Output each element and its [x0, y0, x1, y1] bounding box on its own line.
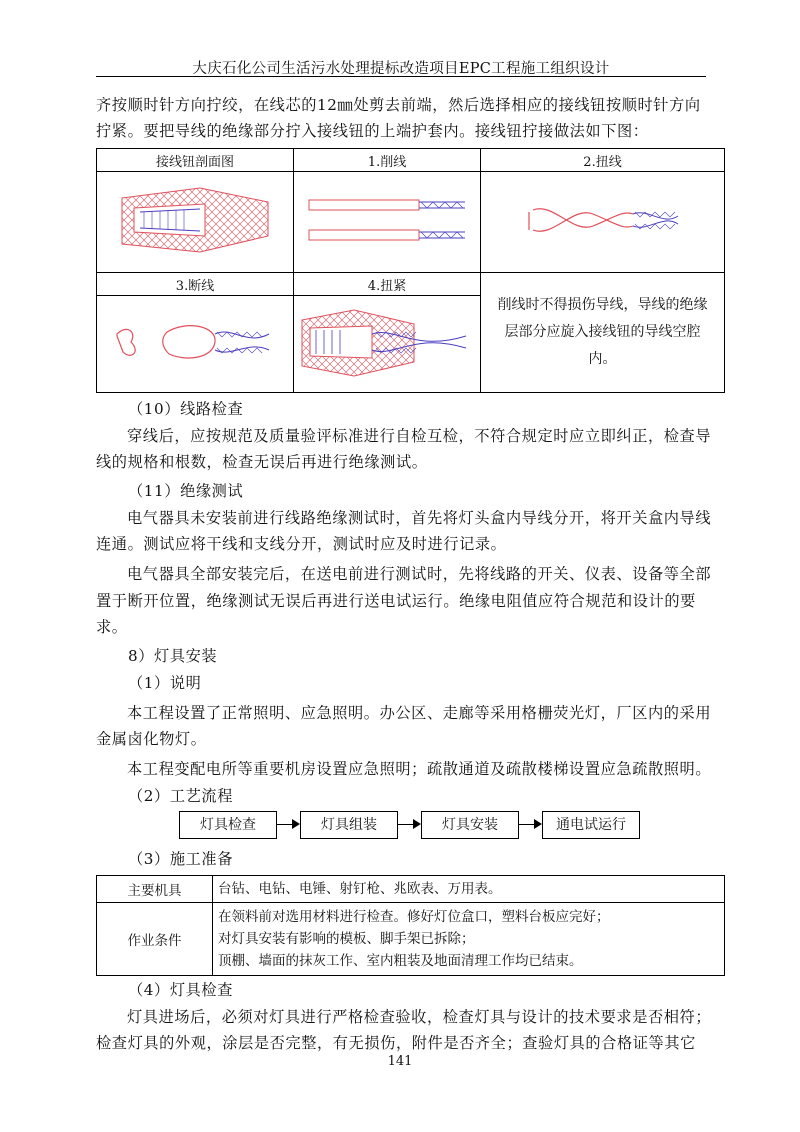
page-number: 141 — [387, 1054, 413, 1069]
flow-arrow-1 — [277, 824, 293, 825]
conditions-line-1: 在领料前对选用材料进行检查。修好灯位盒口，塑料台板应完好； — [218, 909, 610, 925]
section-11-p1-line-1: 电气器具未安装前进行线路绝缘测试时，首先将灯头盒内导线分开，将开关盒内导线 — [127, 509, 712, 527]
conditions-line-3: 顶棚、墙面的抹灰工作、室内粗装及地面清理工作均已结束。 — [218, 953, 583, 969]
section-8-4-heading: （4）灯具检查 — [128, 981, 233, 999]
caption-twist: 2.扭线 — [481, 149, 725, 172]
section-8-1-p1-line-2: 金属卤化物灯。 — [96, 730, 207, 748]
section-11-heading: （11）绝缘测试 — [128, 482, 244, 500]
flow-step-3: 灯具安装 — [421, 811, 519, 839]
twist-drawing — [481, 172, 725, 273]
figure-note: 削线时不得损伤导线，导线的绝缘层部分应旋入接线钮的导线空腔内。 — [481, 273, 725, 393]
flow-arrowhead-3 — [534, 819, 542, 829]
section-8-4-line-2: 检查灯具的外观，涂层是否完整，有无损伤，附件是否齐全；查验灯具的合格证等其它 — [96, 1034, 696, 1052]
page-header-title: 大庆石化公司生活污水处理提标改造项目EPC工程施工组织设计 — [192, 61, 610, 77]
conditions-value — [213, 903, 725, 976]
flow-arrowhead-1 — [292, 819, 300, 829]
caption-strip: 1.削线 — [294, 149, 481, 172]
intro-line-2: 拧紧。要把导线的绝缘部分拧入接线钮的上端护套内。接线钮拧接做法如下图： — [96, 122, 649, 140]
section-11-p1-line-2: 连通。测试应将干线和支线分开，测试时应及时进行记录。 — [96, 535, 507, 553]
section-10-line-2: 线的规格和根数，检查无误后再进行绝缘测试。 — [96, 453, 428, 471]
flow-step-4: 通电试运行 — [542, 811, 640, 839]
flow-arrow-3 — [519, 824, 535, 825]
section-8-1-p2: 本工程变配电所等重要机房设置应急照明；疏散通道及疏散楼梯设置应急疏散照明。 — [127, 760, 712, 778]
flow-step-2: 灯具组装 — [300, 811, 398, 839]
tighten-wire-svg — [294, 296, 478, 388]
header-rule — [96, 76, 706, 77]
tighten-drawing — [294, 296, 481, 393]
strip-drawing — [294, 172, 481, 273]
section-8-2-heading: （2）工艺流程 — [128, 787, 233, 805]
twist-wire-svg — [483, 172, 723, 268]
tools-key: 主要机具 — [97, 876, 213, 903]
wire-nut-figure-table — [96, 148, 725, 393]
section-8-1-heading: （1）说明 — [128, 674, 202, 692]
section-10-line-1: 穿线后，应按规范及质量验评标准进行自检互检，不符合规定时应立即纠正，检查导 — [127, 427, 712, 445]
section-8-4-line-1: 灯具进场后，必须对灯具进行严格检查验收，检查灯具与设计的技术要求是否相符； — [127, 1008, 712, 1026]
flow-arrowhead-2 — [413, 819, 421, 829]
section-11-p2-line-1: 电气器具全部安装完后，在送电前进行测试时，先将线路的开关、仪表、设备等全部 — [127, 565, 712, 583]
flow-step-1: 灯具检查 — [179, 811, 277, 839]
section-11-p2-line-2: 置于断开位置，绝缘测试无误后再进行送电试运行。绝缘电阻值应符合规范和设计的要 — [96, 592, 696, 610]
tools-value: 台钻、电钻、电锤、射钉枪、兆欧表、万用表。 — [213, 876, 725, 903]
wire-nut-section-svg — [100, 172, 290, 268]
cut-wire-svg — [97, 296, 287, 388]
intro-line-1: 齐按顺时针方向拧绞，在线芯的12㎜处剪去前端，然后选择相应的接线钮按顺时针方向 — [96, 96, 701, 114]
conditions-key: 作业条件 — [97, 903, 213, 976]
strip-wire-svg — [297, 172, 477, 268]
conditions-line-2: 对灯具安装有影响的模板、脚手架已拆除； — [218, 931, 475, 947]
section-8-1-p1-line-1: 本工程设置了正常照明、应急照明。办公区、走廊等采用格栅荧光灯，厂区内的采用 — [127, 704, 712, 722]
section-8-heading: 8）灯具安装 — [128, 647, 218, 665]
section-view-drawing — [97, 172, 294, 273]
caption-cut: 3.断线 — [97, 273, 294, 296]
section-10-heading: （10）线路检查 — [128, 400, 244, 418]
flow-arrow-2 — [398, 824, 414, 825]
cut-drawing — [97, 296, 294, 393]
caption-tighten: 4.扭紧 — [294, 273, 481, 296]
section-11-p2-line-3: 求。 — [96, 618, 128, 636]
caption-section-view: 接线钮剖面图 — [97, 149, 294, 172]
preparation-table — [96, 875, 725, 976]
section-8-3-heading: （3）施工准备 — [128, 850, 233, 868]
